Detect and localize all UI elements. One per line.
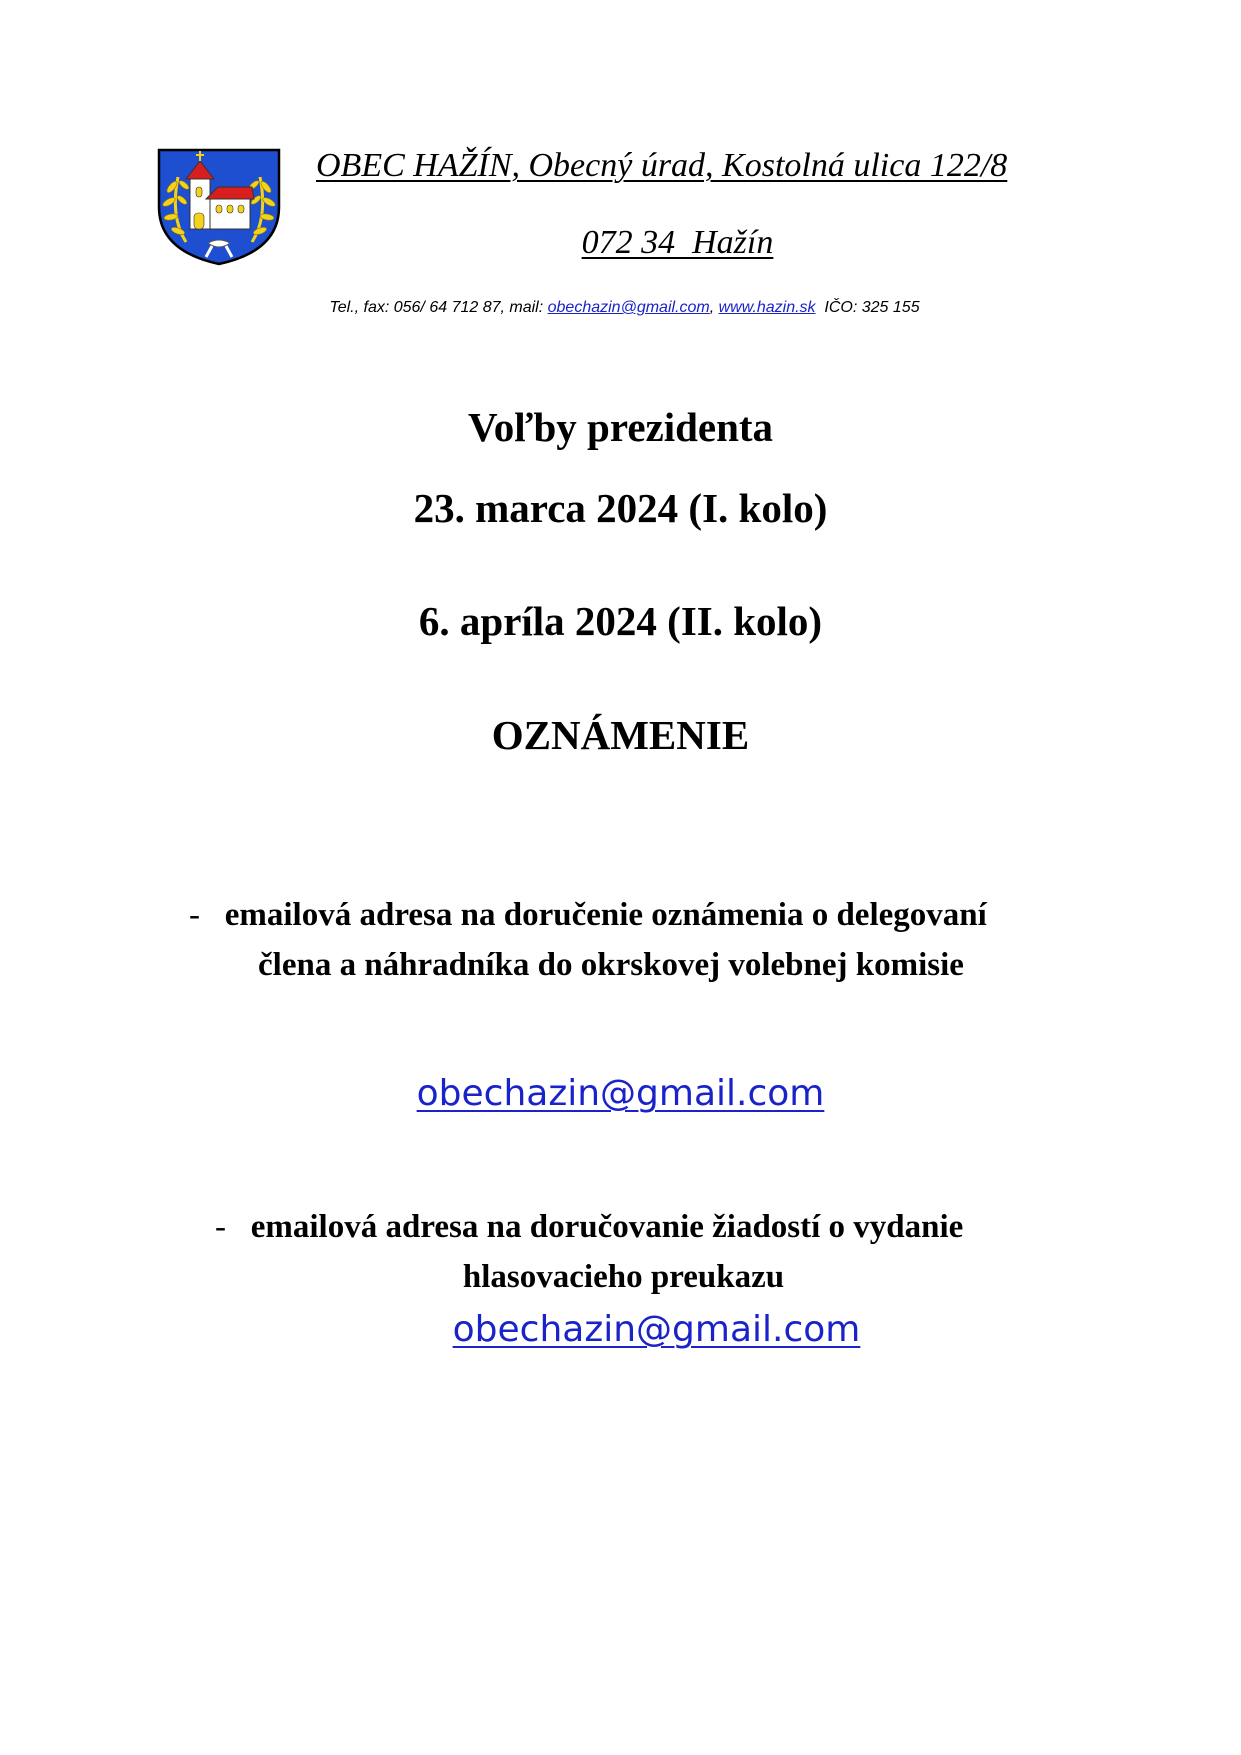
delegation-email-link[interactable]: obechazin@gmail.com (416, 1073, 825, 1114)
contact-separator: , (709, 299, 719, 316)
election-title: Voľby prezidenta (467, 404, 774, 450)
header-address-line: OBEC HAŽÍN, Obecný úrad, Kostolná ulica 122/8 (316, 147, 1008, 184)
list-item (189, 897, 987, 934)
contact-ico: IČO: 325 155 (815, 299, 920, 316)
list-item (215, 1209, 963, 1246)
list-item-text: emailová adresa na doručenie oznámenia o delegovaní (224, 897, 987, 933)
contact-line (0, 299, 1241, 317)
first-round-date: 23. marca 2024 (I. kolo) (413, 485, 828, 531)
list-dash: - (215, 1209, 226, 1245)
second-round-date: 6. apríla 2024 (II. kolo) (418, 598, 823, 644)
header-postal-line (0, 224, 1241, 262)
voting-card-email-row (0, 1309, 1241, 1350)
list-item-continuation: člena a náhradníka do okrskovej volebnej komisie (258, 947, 964, 983)
contact-email-link[interactable]: obechazin@gmail.com (547, 299, 710, 316)
list-dash: - (189, 897, 200, 933)
list-item-continuation: hlasovacieho preukazu (462, 1259, 785, 1295)
contact-prefix: Tel., fax: 056/ 64 712 87, mail: (329, 299, 548, 316)
contact-website-link[interactable]: www.hazin.sk (718, 299, 816, 316)
header-postal-text: 072 34 Hažín (581, 224, 774, 261)
announcement-heading: OZNÁMENIE (491, 712, 750, 758)
voting-card-email-link[interactable]: obechazin@gmail.com (452, 1309, 861, 1350)
delegation-email-row (0, 1073, 1241, 1114)
list-item-text: emailová adresa na doručovanie žiadostí o vydanie (250, 1209, 964, 1245)
